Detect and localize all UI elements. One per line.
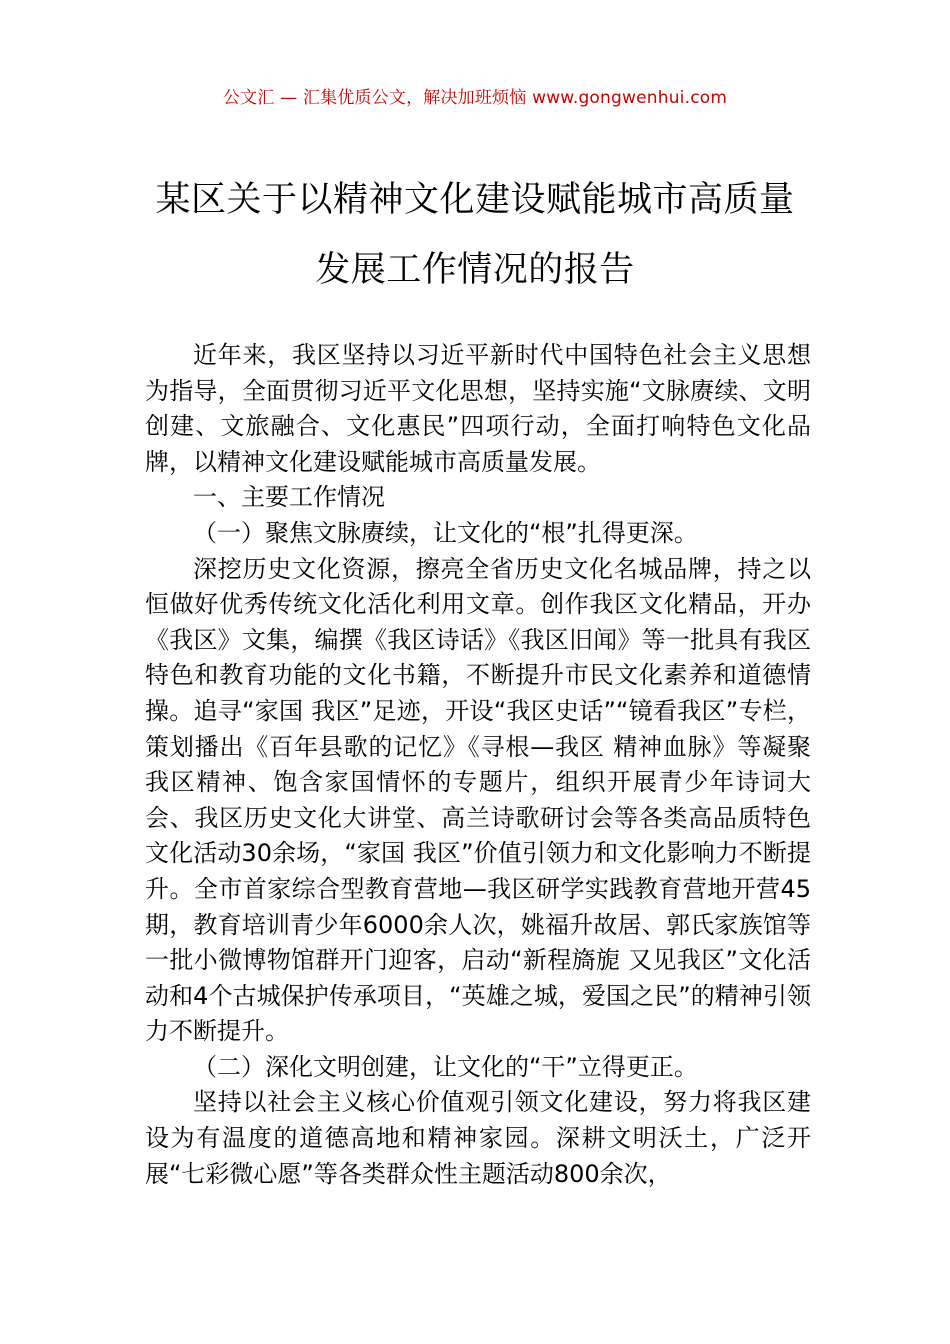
subsection-heading: （一）聚焦文脉赓续，让文化的“根”扎得更深。 <box>193 518 698 547</box>
document-body <box>145 338 811 1192</box>
body-paragraph: 深挖历史文化资源，擦亮全省历史文化名城品牌，持之以恒做好优秀传统文化活化利用文章。创作我区文化精品，开办《我区》文集，编撰《我区诗话》《我区旧闻》等一批具有我区特色和教育功能的文化书籍，不断提升市民文化素养和道德情操。追寻“家国 我区”足迹，开设“我区史话”“镜看我区”专栏，策划播出《百年县歌的记忆》《寻根—我区 精神血脉》等凝聚我区精神、饱含家国情怀的专题片，组织开展青少年诗词大会、我区历史文化大讲堂、高兰诗歌研讨会等各类高品质特色文化活动30余场，“家国 我区”价值引领力和文化影响力不断提升。全市首家综合型教育营地—我区研学实践教育营地开营45期，教育培训青少年6000余人次，姚福升故居、郭氏家族馆等一批小微博物馆群开门迎客，启动“新程旖旎 又见我区”文化活动和4个古城保护传承项目，“英雄之城，爱国之民”的精神引领力不断提升。 <box>145 554 811 1046</box>
body-paragraph: 坚持以社会主义核心价值观引领文化建设，努力将我区建设为有温度的道德高地和精神家园。深耕文明沃土，广泛开展“七彩微心愿”等各类群众性主题活动800余次， <box>145 1088 811 1188</box>
document-title-line-1: 某区关于以精神文化建设赋能城市高质量 <box>155 180 795 220</box>
intro-paragraph: 近年来，我区坚持以习近平新时代中国特色社会主义思想为指导，全面贯彻习近平文化思想，坚持实施“文脉赓续、文明创建、文旅融合、文化惠民”四项行动，全面打响特色文化品牌，以精神文化建设赋能城市高质量发展。 <box>145 341 811 476</box>
document-title-line-2: 发展工作情况的报告 <box>315 250 635 290</box>
subsection-heading: （二）深化文明创建，让文化的“干”立得更正。 <box>193 1052 698 1081</box>
header-banner: 公文汇 — 汇集优质公文，解决加班烦恼 www.gongwenhui.com <box>222 88 728 108</box>
section-heading: 一、主要工作情况 <box>193 483 385 512</box>
